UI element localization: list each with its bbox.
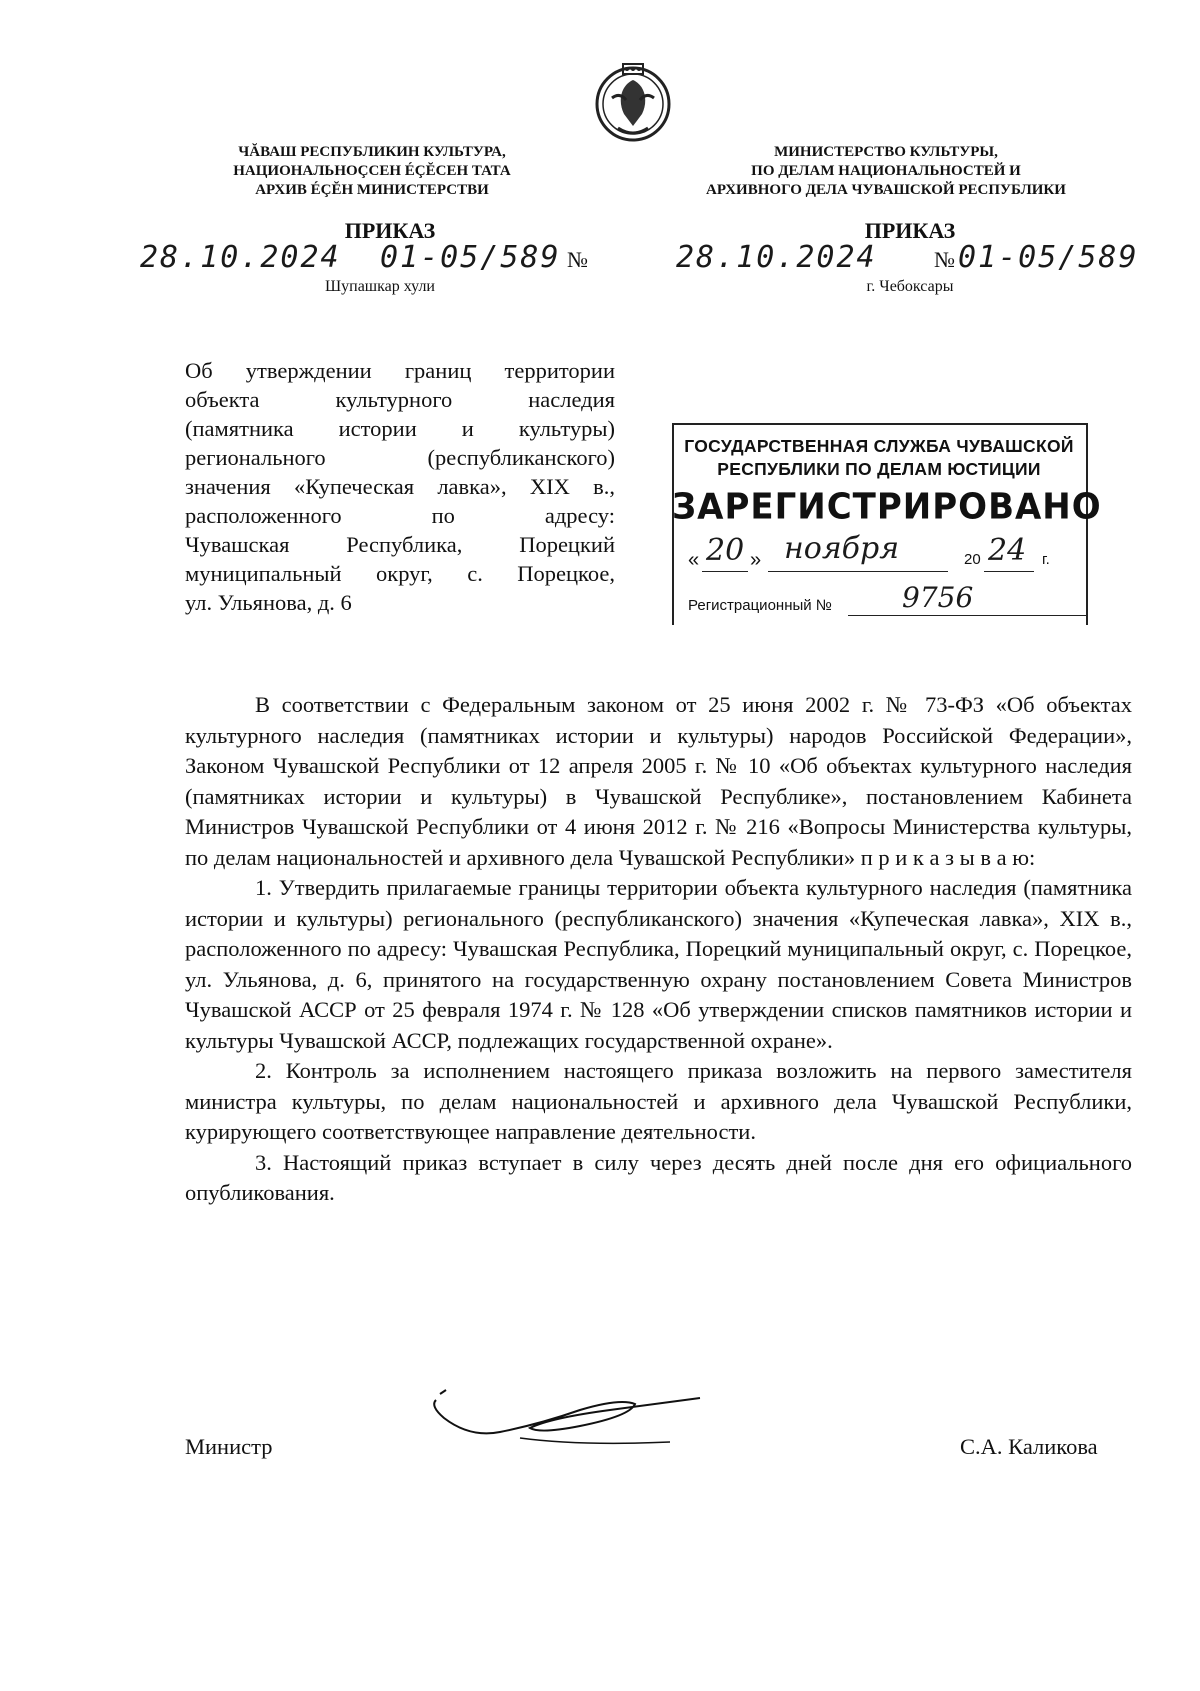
- order-word-right: ПРИКАЗ: [864, 218, 956, 243]
- stamp-day: 20: [706, 533, 745, 568]
- title-line: регионального (республиканского): [185, 445, 615, 470]
- title-line: муниципальный округ, с. Порецкое,: [185, 561, 615, 586]
- stamp-month-line: [768, 571, 948, 572]
- stamp-header: [678, 435, 1080, 481]
- handwritten-number-right: 01-05/589: [958, 240, 1139, 275]
- header-left-line: НАЦИОНАЛЬНОÇСЕН ÉÇĔСЕН ТАТА: [233, 163, 511, 179]
- order-title: [185, 356, 615, 617]
- city-right: г. Чебоксары: [866, 278, 954, 295]
- title-line: Об утверждении границ территории: [185, 358, 615, 383]
- stamp-day-line: [702, 571, 748, 572]
- stamp-open-quote: «: [688, 549, 700, 571]
- registration-stamp: [672, 423, 1102, 633]
- stamp-line-2: РЕСПУБЛИКИ ПО ДЕЛАМ ЮСТИЦИИ: [717, 459, 1041, 479]
- body-paragraph-1: 1. Утвердить прилагаемые границы территории объекта культурного наследия (памятника истории и культуры) регионального (республиканского) значения «Купеческая лавка», XIX в., расположенного по адресу: Чувашская Республика, Порецкий муниципальный округ, с. Порецкое, ул. Ульянова, д. 6, принятого на государственную охрану постановлением Совета Министров Чувашской АССР от 25 февраля 1974 г. № 128 «Об утверждении списков памятников истории и культуры Чувашской АССР, подлежащих государственной охране».: [185, 875, 1132, 1053]
- title-line: ул. Ульянова, д. 6: [185, 590, 352, 615]
- stamp-reg-line: [848, 615, 1088, 616]
- city-left: Шупашкар хули: [325, 278, 435, 295]
- signer-name: С.А. Каликова: [960, 1434, 1098, 1459]
- body-paragraph-3: 3. Настоящий приказ вступает в силу через десять дней после дня его официального опубликования.: [185, 1149, 1132, 1205]
- order-body: [185, 690, 1132, 1209]
- order-word-left: ПРИКАЗ: [344, 218, 436, 243]
- stamp-regno-row: [688, 581, 1084, 623]
- stamp-close-quote: »: [750, 549, 762, 571]
- header-left-line: ЧĂВАШ РЕСПУБЛИКИН КУЛЬТУРА,: [238, 144, 506, 160]
- body-paragraph-preamble: В соответствии с Федеральным законом от 25 июня 2002 г. № 73-ФЗ «Об объектах культурного наследия (памятниках истории и культуры) народов Российской Федерации», Законом Чувашской Республики от 12 апреля 2005 г. № 10 «Об объектах культурного наследия (памятниках истории и культуры) в Чувашской Республике», постановлением Кабинета Министров Чувашской Республики от 4 июня 2012 г. № 216 «Вопросы Министерства культуры, по делам национальностей и архивного дела Чувашской Республики» п р и к а з ы в а ю:: [185, 692, 1132, 870]
- stamp-line-1: ГОСУДАРСТВЕННАЯ СЛУЖБА ЧУВАШСКОЙ: [684, 436, 1074, 456]
- coat-of-arms-emblem: [590, 58, 676, 144]
- stamp-reg-label: Регистрационный №: [688, 597, 832, 614]
- stamp-year-prefix: 20: [964, 551, 981, 568]
- title-line: Чувашская Республика, Порецкий: [185, 532, 615, 557]
- stamp-date-row: [688, 531, 1084, 575]
- handwritten-date-right: 28.10.2024: [676, 240, 877, 275]
- body-paragraph-2: 2. Контроль за исполнением настоящего приказа возложить на первого заместителя министра культуры, по делам национальностей и архивного дела Чувашской Республики, курирующего соответствующее направление деятельности.: [185, 1058, 1132, 1144]
- title-line: объекта культурного наследия: [185, 387, 615, 412]
- stamp-year-abbr: г.: [1042, 551, 1050, 568]
- signer-position: Министр: [185, 1434, 273, 1459]
- header-right-line: МИНИСТЕРСТВО КУЛЬТУРЫ,: [774, 144, 998, 160]
- header-right-line: ПО ДЕЛАМ НАЦИОНАЛЬНОСТЕЙ И: [751, 163, 1021, 179]
- number-sign-right: №: [934, 247, 955, 272]
- stamp-registered: ЗАРЕГИСТРИРОВАНО: [672, 486, 1102, 528]
- title-line: значения «Купеческая лавка», XIX в.,: [185, 474, 615, 499]
- handwritten-signature: [430, 1380, 710, 1460]
- title-line: (памятника истории и культуры): [185, 416, 615, 441]
- number-sign-left: №: [567, 247, 588, 272]
- stamp-reg-number: 9756: [902, 581, 974, 614]
- ministry-name-chuvash: [162, 143, 582, 200]
- header-left-line: АРХИВ ÉÇĔН МИНИСТЕРСТВИ: [255, 182, 489, 198]
- stamp-year-line: [984, 571, 1034, 572]
- stamp-month: ноября: [784, 531, 900, 566]
- header-right-line: АРХИВНОГО ДЕЛА ЧУВАШСКОЙ РЕСПУБЛИКИ: [706, 182, 1066, 198]
- handwritten-date-left: 28.10.2024: [140, 240, 341, 275]
- title-line: расположенного по адресу:: [185, 503, 615, 528]
- handwritten-number-left: 01-05/589: [380, 240, 561, 275]
- stamp-year-suffix: 24: [988, 533, 1027, 568]
- ministry-name-russian: [676, 143, 1096, 200]
